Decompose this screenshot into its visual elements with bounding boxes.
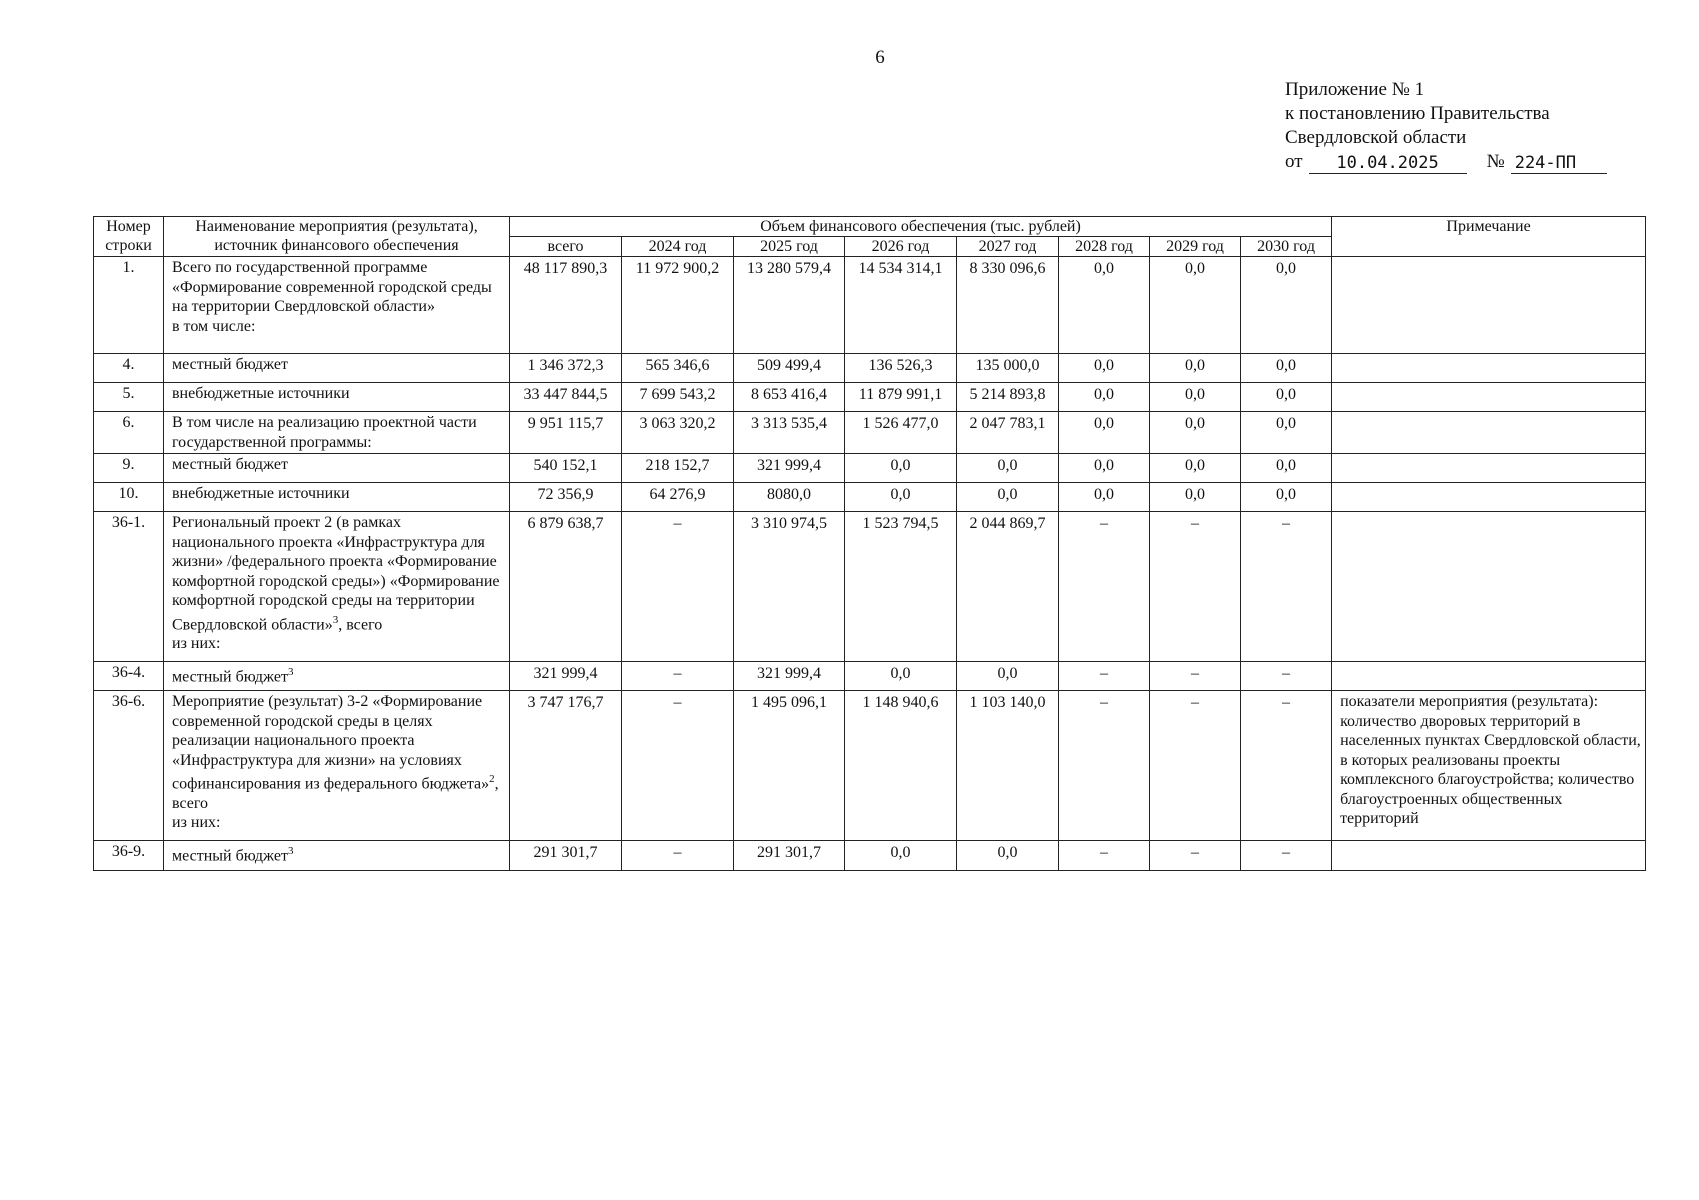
table-row [94, 512, 1646, 662]
row-note [1332, 512, 1646, 662]
value-2029: – [1150, 691, 1241, 841]
value-total: 33 447 844,5 [510, 383, 622, 412]
value-2028: 0,0 [1059, 454, 1150, 483]
row-note [1332, 841, 1646, 871]
value-total: 72 356,9 [510, 483, 622, 512]
value-2025: 8 653 416,4 [734, 383, 845, 412]
value-2028: 0,0 [1059, 257, 1150, 354]
header-2029: 2029 год [1150, 237, 1241, 257]
row-name [164, 383, 510, 412]
value-total: 3 747 176,7 [510, 691, 622, 841]
footnote-ref: 3 [287, 666, 294, 678]
value-2026: 11 879 991,1 [845, 383, 957, 412]
row-name-text: Региональный проект 2 (в рамках национального проекта «Инфраструктура для жизни» /федерального проекта «Формирование комфортной городской среды») «Формирование комфортной городской среды на территории Свердловской области» [172, 514, 500, 633]
value-2026: 0,0 [845, 841, 957, 871]
value-total: 9 951 115,7 [510, 412, 622, 454]
value-2024: 11 972 900,2 [622, 257, 734, 354]
value-2030: 0,0 [1241, 383, 1332, 412]
row-subtitle: в том числе: [172, 317, 256, 335]
value-2030: 0,0 [1241, 454, 1332, 483]
row-name [164, 412, 510, 454]
value-2026: 0,0 [845, 662, 957, 691]
value-2026: 1 523 794,5 [845, 512, 957, 662]
row-name [164, 454, 510, 483]
row-note [1332, 483, 1646, 512]
value-2028: 0,0 [1059, 354, 1150, 383]
financing-table [93, 216, 1646, 871]
value-2026: 1 526 477,0 [845, 412, 957, 454]
resolution-date: 10.04.2025 [1309, 153, 1467, 174]
table-row [94, 662, 1646, 691]
value-total: 291 301,7 [510, 841, 622, 871]
row-number: 1. [94, 257, 164, 354]
value-2030: 0,0 [1241, 483, 1332, 512]
value-2024: – [622, 841, 734, 871]
value-2029: – [1150, 841, 1241, 871]
row-number: 36-6. [94, 691, 164, 841]
page-number: 6 [875, 47, 885, 68]
header-name: Наименование мероприятия (результата), источник финансового обеспечения [164, 217, 510, 257]
value-2028: 0,0 [1059, 383, 1150, 412]
table-row [94, 354, 1646, 383]
row-name-text: внебюджетные источники [172, 485, 350, 502]
value-2029: 0,0 [1150, 412, 1241, 454]
value-total: 6 879 638,7 [510, 512, 622, 662]
row-name [164, 483, 510, 512]
value-2027: 8 330 096,6 [957, 257, 1059, 354]
value-2029: 0,0 [1150, 454, 1241, 483]
value-2028: – [1059, 512, 1150, 662]
row-name-text: Всего по государственной программе «Формирование современной городской среды на территории Свердловской области» [172, 259, 492, 315]
footnote-ref: 3 [332, 613, 339, 626]
table-row [94, 257, 1646, 354]
row-note [1332, 412, 1646, 454]
value-2025: 13 280 579,4 [734, 257, 845, 354]
row-note [1332, 354, 1646, 383]
header-row-number: Номер строки [94, 217, 164, 257]
value-2030: 0,0 [1241, 257, 1332, 354]
value-2028: 0,0 [1059, 483, 1150, 512]
value-2025: 8080,0 [734, 483, 845, 512]
value-2030: – [1241, 691, 1332, 841]
value-2029: 0,0 [1150, 354, 1241, 383]
value-2027: 0,0 [957, 662, 1059, 691]
value-2030: – [1241, 512, 1332, 662]
row-note: показатели мероприятия (результата): количество дворовых территорий в населенных пунктах Свердловской области, в которых реализованы проекты комплексного благоустройства; количество благоустроенных общественных территорий [1332, 691, 1646, 841]
value-2026: 1 148 940,6 [845, 691, 957, 841]
resolution-number: 224-ПП [1511, 153, 1607, 174]
appendix-region: Свердловской области [1285, 127, 1467, 148]
value-total: 1 346 372,3 [510, 354, 622, 383]
appendix-resolution: к постановлению Правительства [1285, 103, 1550, 124]
row-subtitle: из них: [172, 814, 221, 832]
row-number: 5. [94, 383, 164, 412]
value-2026: 0,0 [845, 483, 957, 512]
row-name-text: местный бюджет [172, 356, 288, 373]
value-2030: – [1241, 841, 1332, 871]
value-2024: 565 346,6 [622, 354, 734, 383]
row-name-text: местный бюджет [172, 456, 288, 473]
row-name [164, 691, 510, 841]
value-total: 48 117 890,3 [510, 257, 622, 354]
value-2030: – [1241, 662, 1332, 691]
value-2027: 2 044 869,7 [957, 512, 1059, 662]
row-name [164, 354, 510, 383]
value-2028: – [1059, 691, 1150, 841]
row-note [1332, 454, 1646, 483]
row-subtitle: из них: [172, 635, 221, 653]
row-name-text: местный бюджет [172, 847, 288, 865]
table-row [94, 412, 1646, 454]
value-2024: 64 276,9 [622, 483, 734, 512]
value-2024: 3 063 320,2 [622, 412, 734, 454]
row-note [1332, 383, 1646, 412]
row-name-text: Мероприятие (результат) 3-2 «Формирование современной городской среды в целях реализации национального проекта «Инфраструктура для жизни» на условиях софинансирования из федерального бюджета» [172, 693, 490, 793]
table-row [94, 483, 1646, 512]
row-name-tail: , всего [172, 775, 499, 812]
row-number: 36-4. [94, 662, 164, 691]
header-2030: 2030 год [1241, 237, 1332, 257]
value-2027: 1 103 140,0 [957, 691, 1059, 841]
date-prefix: от [1285, 151, 1303, 172]
row-number: 10. [94, 483, 164, 512]
value-2025: 1 495 096,1 [734, 691, 845, 841]
value-2025: 509 499,4 [734, 354, 845, 383]
appendix-title: Приложение № 1 [1285, 79, 1425, 100]
table-row [94, 691, 1646, 841]
value-2025: 321 999,4 [734, 454, 845, 483]
value-2030: 0,0 [1241, 354, 1332, 383]
header-2025: 2025 год [734, 237, 845, 257]
value-2025: 321 999,4 [734, 662, 845, 691]
header-total: всего [510, 237, 622, 257]
row-name [164, 257, 510, 354]
table-row [94, 841, 1646, 871]
row-name-text: В том числе на реализацию проектной части государственной программы: [172, 414, 477, 451]
table-body [94, 257, 1646, 871]
value-2028: – [1059, 841, 1150, 871]
value-2025: 291 301,7 [734, 841, 845, 871]
row-name-text: внебюджетные источники [172, 385, 350, 402]
row-number: 9. [94, 454, 164, 483]
value-2024: 7 699 543,2 [622, 383, 734, 412]
value-2026: 0,0 [845, 454, 957, 483]
value-2024: – [622, 662, 734, 691]
value-2027: 2 047 783,1 [957, 412, 1059, 454]
row-number: 6. [94, 412, 164, 454]
row-number: 36-9. [94, 841, 164, 871]
value-2024: 218 152,7 [622, 454, 734, 483]
footnote-ref: 3 [287, 845, 294, 857]
value-2026: 14 534 314,1 [845, 257, 957, 354]
value-2029: – [1150, 512, 1241, 662]
header-volume: Объем финансового обеспечения (тыс. рублей) [510, 217, 1332, 237]
value-2027: 0,0 [957, 841, 1059, 871]
value-2029: 0,0 [1150, 483, 1241, 512]
value-2027: 5 214 893,8 [957, 383, 1059, 412]
row-number: 36-1. [94, 512, 164, 662]
value-2027: 135 000,0 [957, 354, 1059, 383]
header-2024: 2024 год [622, 237, 734, 257]
header-2026: 2026 год [845, 237, 957, 257]
value-2028: – [1059, 662, 1150, 691]
number-prefix: № [1486, 151, 1505, 172]
row-note [1332, 257, 1646, 354]
header-2027: 2027 год [957, 237, 1059, 257]
value-total: 540 152,1 [510, 454, 622, 483]
row-name [164, 512, 510, 662]
header-note: Примечание [1332, 217, 1646, 257]
value-2029: 0,0 [1150, 383, 1241, 412]
table-row [94, 383, 1646, 412]
row-name [164, 662, 510, 691]
row-name-tail: , всего [338, 615, 383, 633]
value-2027: 0,0 [957, 483, 1059, 512]
value-total: 321 999,4 [510, 662, 622, 691]
footnote-ref: 2 [489, 773, 495, 785]
value-2028: 0,0 [1059, 412, 1150, 454]
value-2025: 3 310 974,5 [734, 512, 845, 662]
value-2029: – [1150, 662, 1241, 691]
row-name-text: местный бюджет [172, 668, 288, 686]
value-2029: 0,0 [1150, 257, 1241, 354]
row-name [164, 841, 510, 871]
value-2026: 136 526,3 [845, 354, 957, 383]
table-row [94, 454, 1646, 483]
appendix-date-row [1285, 150, 1607, 174]
row-number: 4. [94, 354, 164, 383]
row-note [1332, 662, 1646, 691]
appendix-header [1285, 78, 1607, 174]
value-2027: 0,0 [957, 454, 1059, 483]
value-2024: – [622, 691, 734, 841]
value-2025: 3 313 535,4 [734, 412, 845, 454]
value-2030: 0,0 [1241, 412, 1332, 454]
header-2028: 2028 год [1059, 237, 1150, 257]
value-2024: – [622, 512, 734, 662]
